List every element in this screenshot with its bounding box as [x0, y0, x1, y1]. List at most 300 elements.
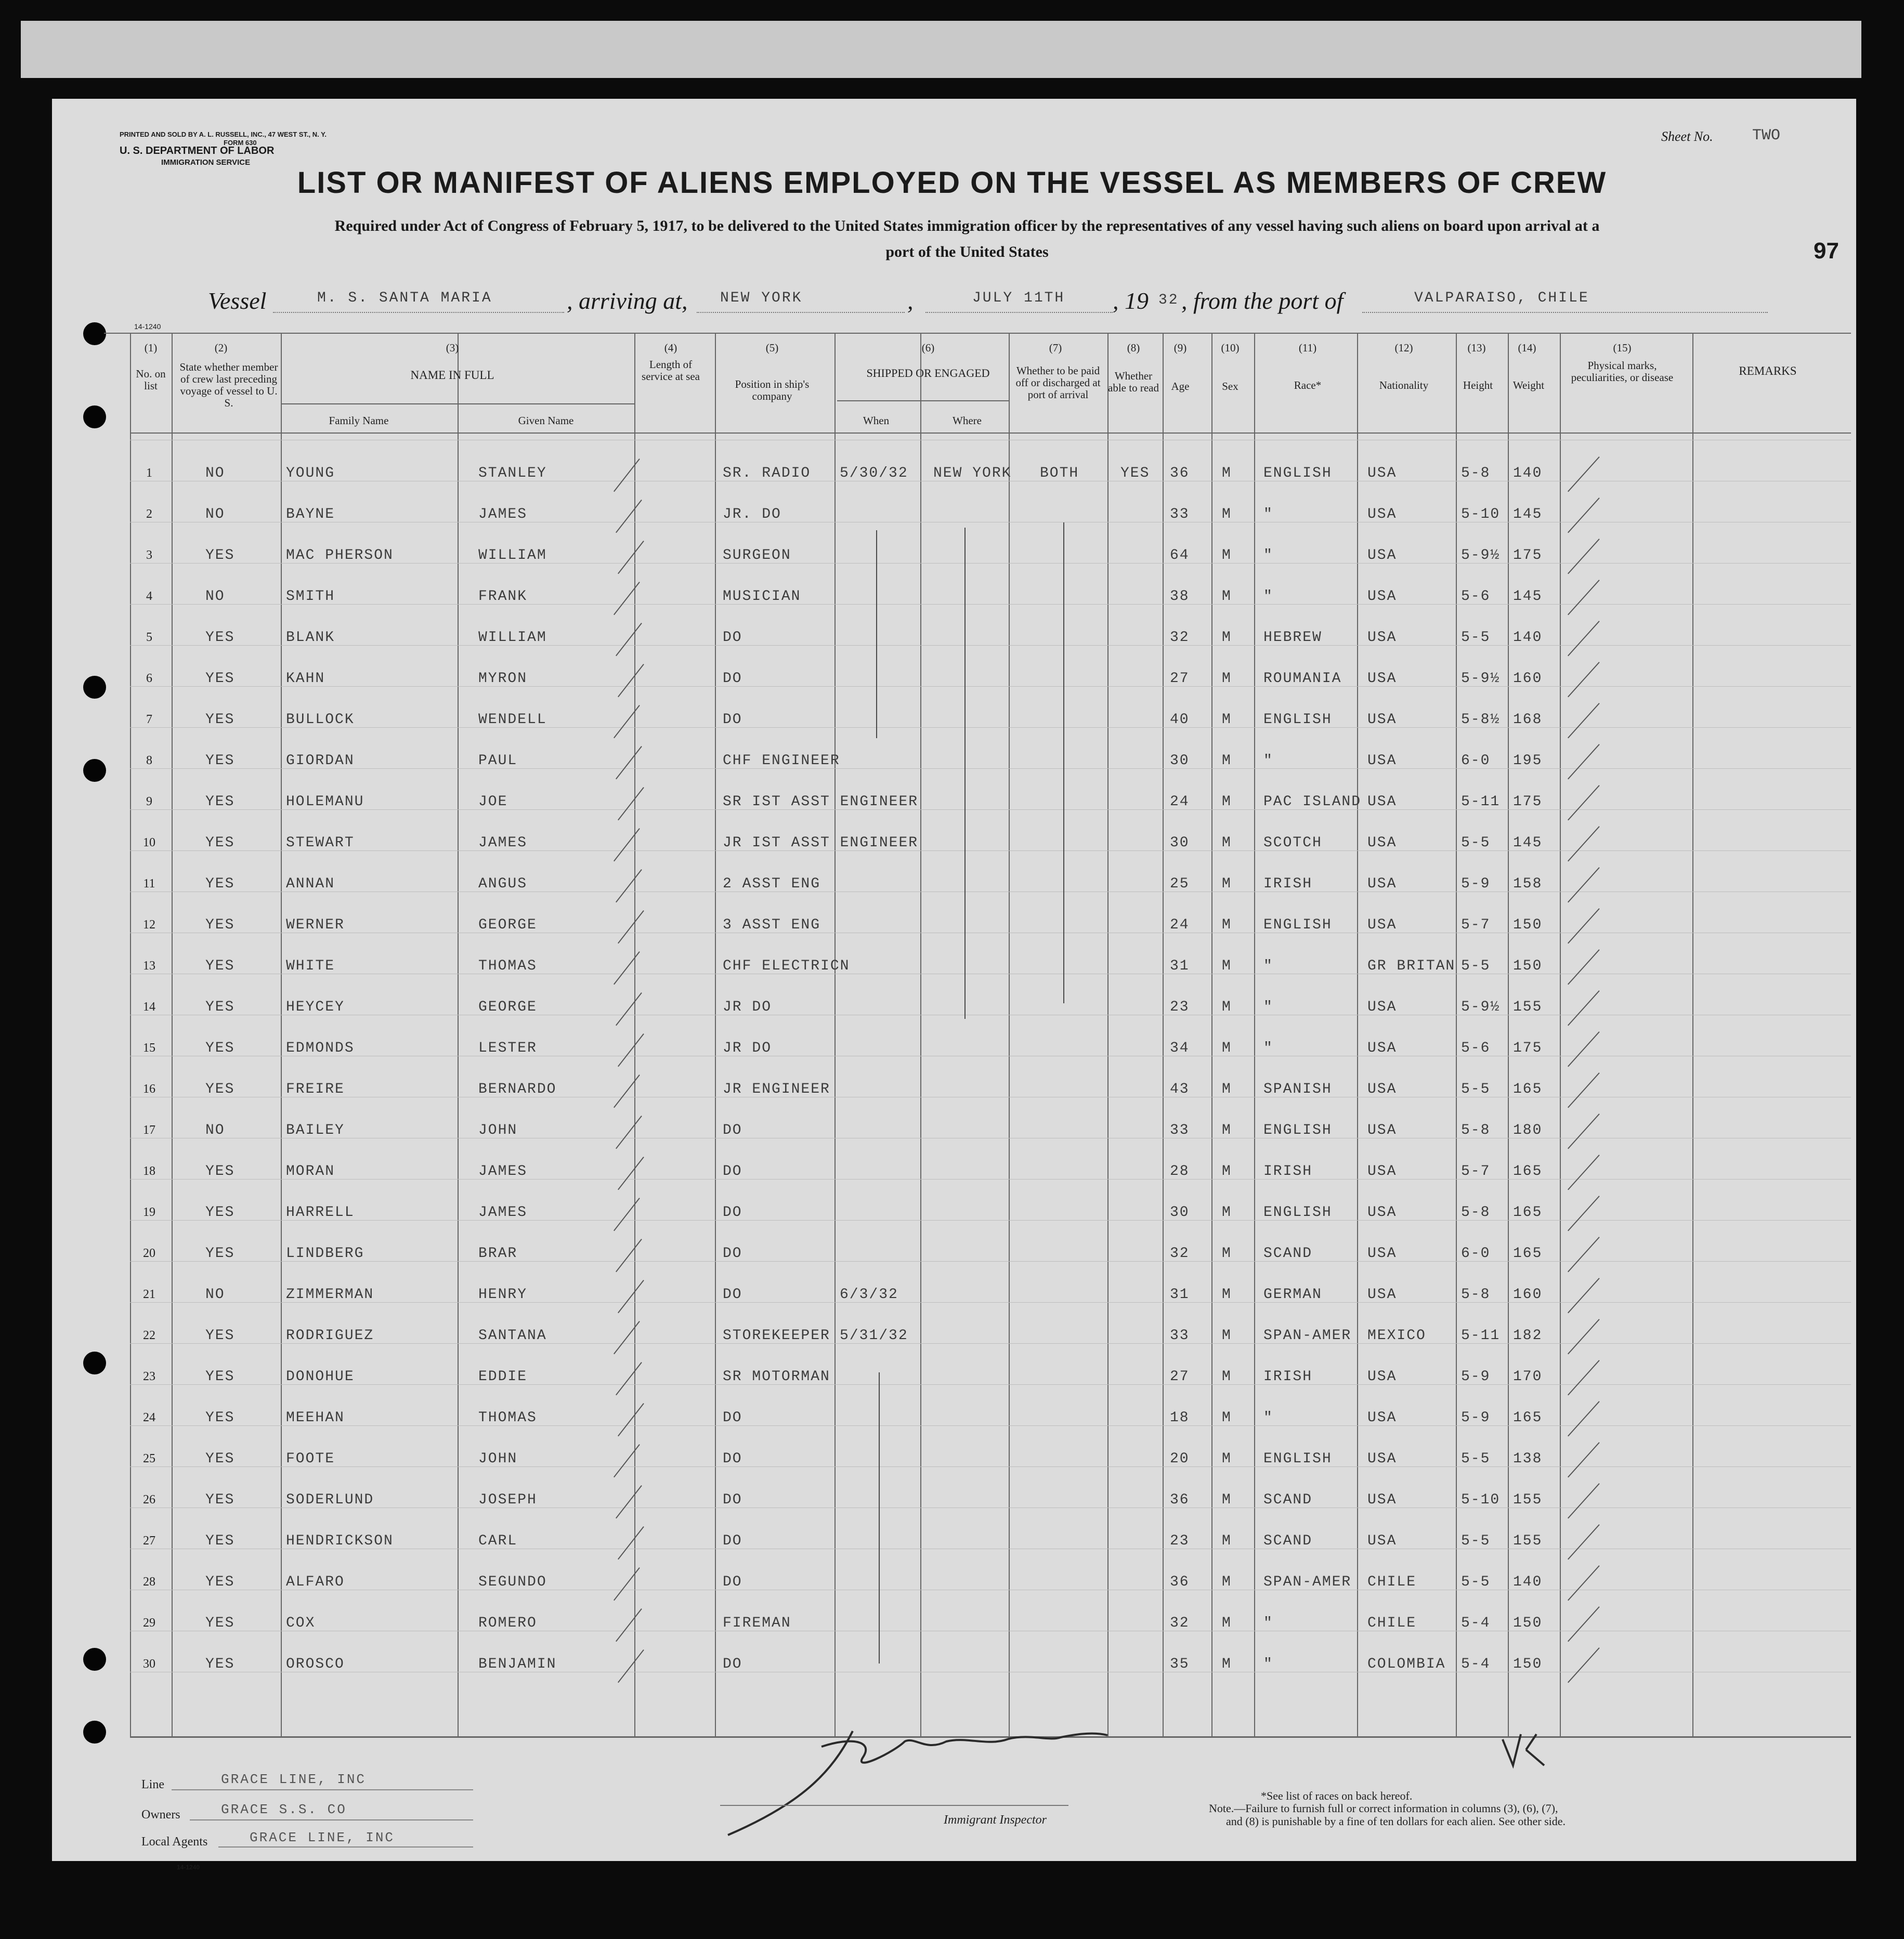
header-col14-num: (14)	[1518, 342, 1536, 354]
previous-voyage-cell: YES	[205, 712, 235, 728]
weight-cell: 150	[1513, 917, 1543, 933]
previous-voyage-cell: YES	[205, 1204, 235, 1221]
age-cell: 23	[1170, 1533, 1190, 1549]
inspector-label: Immigrant Inspector	[944, 1813, 1047, 1827]
race-cell: "	[1263, 958, 1273, 974]
binder-hole	[83, 1648, 106, 1671]
paid-off-cell: BOTH	[1040, 465, 1079, 481]
given-name-cell: JOHN	[478, 1451, 518, 1467]
weight-cell: 150	[1513, 958, 1543, 974]
header-paid-off: Whether to be paid off or discharged at port of arrival	[1015, 364, 1101, 401]
header-bottom-rule	[130, 433, 1851, 434]
form-number: FORM 630	[224, 139, 257, 147]
row-number: 19	[143, 1206, 155, 1219]
header-name-in-full: NAME IN FULL	[410, 369, 494, 382]
age-cell: 28	[1170, 1163, 1190, 1180]
sex-cell: M	[1222, 506, 1232, 522]
previous-voyage-cell: NO	[205, 588, 225, 605]
age-cell: 34	[1170, 1040, 1190, 1056]
nationality-cell: CHILE	[1367, 1615, 1417, 1631]
row-guide	[130, 645, 1851, 646]
family-name-cell: KAHN	[286, 671, 325, 687]
departure-port-underline	[1362, 312, 1768, 313]
weight-cell: 165	[1513, 1204, 1543, 1221]
column-rule	[715, 333, 716, 1736]
vessel-label: Vessel	[208, 287, 267, 314]
given-name-cell: STANLEY	[478, 465, 547, 481]
race-cell: "	[1263, 547, 1273, 564]
race-cell: SPAN-AMER	[1263, 1574, 1352, 1590]
position-cell: SR. RADIO	[723, 465, 811, 481]
row-number: 22	[143, 1329, 155, 1342]
form-code: 14-1240	[134, 322, 161, 331]
sex-cell: M	[1222, 958, 1232, 974]
sex-cell: M	[1222, 465, 1232, 481]
weight-cell: 165	[1513, 1410, 1543, 1426]
arriving-label: , arriving at,	[567, 287, 688, 314]
family-name-cell: STEWART	[286, 835, 355, 851]
column-rule	[172, 333, 173, 1736]
races-note: *See list of races on back hereof.	[1261, 1789, 1413, 1802]
weight-cell: 155	[1513, 1533, 1543, 1549]
family-name-cell: WHITE	[286, 958, 335, 974]
sex-cell: M	[1222, 1533, 1232, 1549]
nationality-cell: USA	[1367, 465, 1397, 481]
given-name-cell: MYRON	[478, 671, 528, 687]
header-where: Where	[953, 414, 982, 427]
position-cell: STOREKEEPER	[723, 1328, 830, 1344]
position-cell: DO	[723, 1163, 742, 1180]
column-rule	[130, 333, 131, 1736]
row-guide	[130, 1302, 1851, 1303]
given-name-cell: BRAR	[478, 1246, 518, 1262]
previous-voyage-cell: YES	[205, 917, 235, 933]
nationality-cell: USA	[1367, 917, 1397, 933]
position-cell: FIREMAN	[723, 1615, 791, 1631]
nationality-cell: USA	[1367, 1122, 1397, 1138]
agents-underline	[218, 1846, 473, 1848]
header-col12-num: (12)	[1394, 342, 1413, 354]
previous-voyage-cell: NO	[205, 506, 225, 522]
height-cell: 5-5	[1461, 1574, 1491, 1590]
nationality-cell: USA	[1367, 1492, 1397, 1508]
weight-cell: 180	[1513, 1122, 1543, 1138]
header-remarks: REMARKS	[1739, 364, 1797, 377]
previous-voyage-cell: YES	[205, 1081, 235, 1097]
weight-cell: 155	[1513, 999, 1543, 1015]
race-cell: ROUMANIA	[1263, 671, 1342, 687]
sex-cell: M	[1222, 1204, 1232, 1221]
year-prefix: , 19	[1113, 287, 1149, 314]
race-cell: HEBREW	[1263, 630, 1322, 646]
given-name-cell: JOHN	[478, 1122, 518, 1138]
row-number: 15	[143, 1041, 155, 1055]
row-number: 23	[143, 1370, 155, 1383]
nationality-cell: USA	[1367, 506, 1397, 522]
position-cell: DO	[723, 1246, 742, 1262]
position-cell: 2 ASST ENG	[723, 876, 821, 892]
previous-voyage-cell: YES	[205, 958, 235, 974]
weight-cell: 140	[1513, 465, 1543, 481]
race-cell: "	[1263, 1410, 1273, 1426]
position-cell: JR DO	[723, 1040, 772, 1056]
family-name-cell: SODERLUND	[286, 1492, 374, 1508]
given-name-cell: BENJAMIN	[478, 1656, 557, 1672]
previous-voyage-cell: YES	[205, 1615, 235, 1631]
family-name-cell: WERNER	[286, 917, 345, 933]
given-name-cell: THOMAS	[478, 1410, 537, 1426]
column-rule	[1009, 333, 1010, 1736]
given-name-cell: FRANK	[478, 588, 528, 605]
age-cell: 20	[1170, 1451, 1190, 1467]
weight-cell: 145	[1513, 835, 1543, 851]
height-cell: 5-4	[1461, 1656, 1491, 1672]
sex-cell: M	[1222, 1287, 1232, 1303]
height-cell: 5-9½	[1461, 547, 1501, 564]
weight-cell: 160	[1513, 671, 1543, 687]
age-cell: 23	[1170, 999, 1190, 1015]
race-cell: SCAND	[1263, 1492, 1313, 1508]
row-number: 29	[143, 1616, 155, 1630]
column-rule	[458, 333, 459, 1736]
given-name-cell: ROMERO	[478, 1615, 537, 1631]
binder-hole	[83, 322, 106, 345]
row-number: 30	[143, 1657, 155, 1671]
family-name-cell: GIORDAN	[286, 753, 355, 769]
service-name: IMMIGRATION SERVICE	[161, 158, 251, 167]
weight-cell: 175	[1513, 1040, 1543, 1056]
binder-hole	[83, 405, 106, 428]
row-guide	[130, 1466, 1851, 1467]
height-cell: 6-0	[1461, 1246, 1491, 1262]
position-cell: JR DO	[723, 999, 772, 1015]
previous-voyage-cell: YES	[205, 1369, 235, 1385]
column-rule	[1560, 333, 1561, 1736]
family-name-cell: SMITH	[286, 588, 335, 605]
position-cell: JR ENGINEER	[723, 1081, 830, 1097]
race-cell: ENGLISH	[1263, 1122, 1332, 1138]
column-rule	[1211, 333, 1212, 1736]
race-cell: "	[1263, 506, 1273, 522]
sex-cell: M	[1222, 547, 1232, 564]
nationality-cell: USA	[1367, 1246, 1397, 1262]
previous-voyage-cell: YES	[205, 547, 235, 564]
header-sex: Sex	[1222, 380, 1238, 392]
weight-cell: 158	[1513, 876, 1543, 892]
previous-voyage-cell: YES	[205, 1040, 235, 1056]
previous-voyage-cell: YES	[205, 630, 235, 646]
comma-separator: ,	[907, 287, 914, 314]
sex-cell: M	[1222, 1369, 1232, 1385]
height-cell: 5-5	[1461, 1533, 1491, 1549]
height-cell: 5-5	[1461, 630, 1491, 646]
nationality-cell: USA	[1367, 1163, 1397, 1180]
age-cell: 33	[1170, 506, 1190, 522]
position-cell: 3 ASST ENG	[723, 917, 821, 933]
weight-cell: 145	[1513, 506, 1543, 522]
position-cell: DO	[723, 671, 742, 687]
header-age: Age	[1171, 380, 1190, 392]
nationality-cell: USA	[1367, 630, 1397, 646]
age-cell: 31	[1170, 958, 1190, 974]
column-rule	[1357, 333, 1358, 1736]
sex-cell: M	[1222, 1410, 1232, 1426]
race-cell: ENGLISH	[1263, 1204, 1332, 1221]
age-cell: 32	[1170, 630, 1190, 646]
given-name-cell: JAMES	[478, 835, 528, 851]
row-guide	[130, 850, 1851, 851]
race-cell: "	[1263, 1656, 1273, 1672]
inspector-initials	[1497, 1729, 1560, 1771]
row-number: 2	[146, 507, 152, 521]
department-name: U. S. DEPARTMENT OF LABOR	[120, 145, 275, 156]
race-cell: SCOTCH	[1263, 835, 1322, 851]
age-cell: 32	[1170, 1615, 1190, 1631]
previous-voyage-cell: YES	[205, 1246, 235, 1262]
family-name-cell: BAILEY	[286, 1122, 345, 1138]
penalty-note-1: Note.—Failure to furnish full or correct information in columns (3), (6), (7),	[1209, 1802, 1558, 1815]
row-number: 24	[143, 1411, 155, 1424]
family-name-cell: HENDRICKSON	[286, 1533, 394, 1549]
nationality-cell: USA	[1367, 1287, 1397, 1303]
sex-cell: M	[1222, 1246, 1232, 1262]
row-number: 14	[143, 1000, 155, 1014]
age-cell: 36	[1170, 1574, 1190, 1590]
agents-value: GRACE LINE, INC	[250, 1830, 395, 1845]
sex-cell: M	[1222, 1492, 1232, 1508]
nationality-cell: USA	[1367, 835, 1397, 851]
shipped-when-cell: 5/30/32	[840, 465, 908, 481]
header-height: Height	[1463, 379, 1493, 391]
age-cell: 38	[1170, 588, 1190, 605]
given-name-cell: CARL	[478, 1533, 518, 1549]
weight-cell: 165	[1513, 1081, 1543, 1097]
nationality-cell: USA	[1367, 1081, 1397, 1097]
position-cell: DO	[723, 1451, 742, 1467]
nationality-cell: USA	[1367, 1410, 1397, 1426]
family-name-cell: DONOHUE	[286, 1369, 355, 1385]
position-cell: DO	[723, 1204, 742, 1221]
position-cell: DO	[723, 1492, 742, 1508]
owners-value: GRACE S.S. CO	[221, 1802, 347, 1817]
family-name-cell: LINDBERG	[286, 1246, 364, 1262]
row-number: 11	[143, 877, 155, 890]
header-race: Race*	[1294, 379, 1322, 391]
height-cell: 5-5	[1461, 958, 1491, 974]
row-number: 9	[146, 795, 152, 808]
header-col5-num: (5)	[765, 342, 779, 354]
footer-form-code: 14-1240	[177, 1864, 200, 1871]
race-cell: IRISH	[1263, 876, 1313, 892]
arrival-port: NEW YORK	[720, 290, 803, 306]
height-cell: 5-11	[1461, 1328, 1501, 1344]
race-cell: "	[1263, 999, 1273, 1015]
given-name-cell: GEORGE	[478, 999, 537, 1015]
nationality-cell: USA	[1367, 1451, 1397, 1467]
position-cell: SR MOTORMAN	[723, 1369, 830, 1385]
age-cell: 24	[1170, 917, 1190, 933]
sex-cell: M	[1222, 671, 1232, 687]
sex-cell: M	[1222, 835, 1232, 851]
column-rule	[1107, 333, 1109, 1736]
nationality-cell: MEXICO	[1367, 1328, 1426, 1344]
row-number: 4	[146, 589, 152, 603]
height-cell: 5-5	[1461, 1451, 1491, 1467]
header-family-name: Family Name	[329, 414, 389, 427]
weight-cell: 150	[1513, 1656, 1543, 1672]
arrival-port-underline	[697, 312, 905, 313]
sex-cell: M	[1222, 753, 1232, 769]
row-guide	[130, 1261, 1851, 1262]
row-number: 18	[143, 1164, 155, 1178]
header-length-of-service: Length of service at sea	[642, 358, 700, 383]
race-cell: ENGLISH	[1263, 465, 1332, 481]
given-name-cell: SEGUNDO	[478, 1574, 547, 1590]
family-name-cell: HEYCEY	[286, 999, 345, 1015]
given-name-cell: WILLIAM	[478, 547, 547, 564]
ditto-line	[964, 528, 966, 1019]
age-cell: 18	[1170, 1410, 1190, 1426]
previous-voyage-cell: YES	[205, 1533, 235, 1549]
sex-cell: M	[1222, 1081, 1232, 1097]
weight-cell: 165	[1513, 1246, 1543, 1262]
age-cell: 25	[1170, 876, 1190, 892]
nationality-cell: USA	[1367, 588, 1397, 605]
position-cell: DO	[723, 1287, 742, 1303]
sex-cell: M	[1222, 794, 1232, 810]
given-name-cell: BERNARDO	[478, 1081, 557, 1097]
family-name-cell: ZIMMERMAN	[286, 1287, 374, 1303]
able-to-read-cell: YES	[1120, 465, 1150, 481]
family-name-cell: HARRELL	[286, 1204, 355, 1221]
family-name-cell: FREIRE	[286, 1081, 345, 1097]
height-cell: 5-8½	[1461, 712, 1501, 728]
height-cell: 5-10	[1461, 1492, 1501, 1508]
height-cell: 5-6	[1461, 1040, 1491, 1056]
weight-cell: 175	[1513, 547, 1543, 564]
nationality-cell: USA	[1367, 1040, 1397, 1056]
nationality-cell: USA	[1367, 1533, 1397, 1549]
nationality-cell: USA	[1367, 876, 1397, 892]
race-cell: GERMAN	[1263, 1287, 1322, 1303]
weight-cell: 140	[1513, 630, 1543, 646]
row-number: 28	[143, 1575, 155, 1589]
shipped-where-cell: NEW YORK	[933, 465, 1012, 481]
race-cell: ENGLISH	[1263, 712, 1332, 728]
row-guide	[130, 809, 1851, 810]
from-port-label: , from the port of	[1181, 287, 1344, 314]
row-guide	[130, 1425, 1851, 1426]
nationality-cell: USA	[1367, 712, 1397, 728]
race-cell: "	[1263, 1040, 1273, 1056]
nationality-cell: USA	[1367, 999, 1397, 1015]
family-name-cell: MEEHAN	[286, 1410, 345, 1426]
given-name-cell: WILLIAM	[478, 630, 547, 646]
previous-voyage-cell: YES	[205, 1656, 235, 1672]
row-number: 6	[146, 672, 152, 685]
age-cell: 64	[1170, 547, 1190, 564]
nationality-cell: USA	[1367, 1204, 1397, 1221]
arrival-date: JULY 11TH	[972, 290, 1065, 306]
column-rule	[920, 333, 921, 1736]
age-cell: 32	[1170, 1246, 1190, 1262]
header-col1-num: (1)	[144, 342, 158, 354]
race-cell: "	[1263, 753, 1273, 769]
age-cell: 33	[1170, 1122, 1190, 1138]
header-shipped-or-engaged: SHIPPED OR ENGAGED	[866, 366, 990, 379]
row-number: 17	[143, 1123, 155, 1137]
age-cell: 27	[1170, 671, 1190, 687]
age-cell: 30	[1170, 753, 1190, 769]
header-given-name: Given Name	[518, 414, 574, 427]
header-col7-num: (7)	[1049, 342, 1062, 354]
vessel-name: M. S. SANTA MARIA	[317, 290, 492, 306]
year-suffix: 32	[1158, 292, 1179, 308]
age-cell: 33	[1170, 1328, 1190, 1344]
height-cell: 5-9	[1461, 876, 1491, 892]
row-guide	[130, 1343, 1851, 1344]
row-number: 27	[143, 1534, 155, 1548]
weight-cell: 160	[1513, 1287, 1543, 1303]
age-cell: 30	[1170, 835, 1190, 851]
row-number: 3	[146, 548, 152, 562]
previous-voyage-cell: YES	[205, 999, 235, 1015]
sex-cell: M	[1222, 588, 1232, 605]
previous-voyage-cell: YES	[205, 1163, 235, 1180]
weight-cell: 182	[1513, 1328, 1543, 1344]
row-number: 20	[143, 1247, 155, 1260]
position-cell: DO	[723, 1656, 742, 1672]
header-position: Position in ship's company	[735, 378, 810, 402]
owners-underline	[190, 1819, 473, 1820]
header-able-to-read: Whether able to read	[1108, 370, 1159, 394]
row-guide	[130, 686, 1851, 687]
row-number: 12	[143, 918, 155, 932]
age-cell: 40	[1170, 712, 1190, 728]
race-cell: PAC ISLAND	[1263, 794, 1362, 810]
weight-cell: 175	[1513, 794, 1543, 810]
given-name-cell: GEORGE	[478, 917, 537, 933]
previous-voyage-cell: YES	[205, 1328, 235, 1344]
position-cell: DO	[723, 1533, 742, 1549]
binder-hole	[83, 1721, 106, 1744]
weight-cell: 145	[1513, 588, 1543, 605]
family-name-cell: HOLEMANU	[286, 794, 364, 810]
sex-cell: M	[1222, 1163, 1232, 1180]
given-name-cell: HENRY	[478, 1287, 528, 1303]
nationality-cell: USA	[1367, 753, 1397, 769]
given-name-cell: WENDELL	[478, 712, 547, 728]
height-cell: 5-9½	[1461, 999, 1501, 1015]
position-cell: CHF ELECTRICN	[723, 958, 850, 974]
family-name-cell: BAYNE	[286, 506, 335, 522]
arrival-date-underline	[925, 312, 1113, 313]
header-physical-marks: Physical marks, peculiarities, or disease	[1571, 359, 1674, 384]
height-cell: 5-7	[1461, 917, 1491, 933]
shipped-when-cell: 5/31/32	[840, 1328, 908, 1344]
header-no-on-list: No. on list	[136, 368, 166, 392]
race-cell: SCAND	[1263, 1533, 1313, 1549]
weight-cell: 170	[1513, 1369, 1543, 1385]
height-cell: 6-0	[1461, 753, 1491, 769]
previous-voyage-cell: YES	[205, 876, 235, 892]
age-cell: 36	[1170, 465, 1190, 481]
family-name-cell: BLANK	[286, 630, 335, 646]
nationality-cell: USA	[1367, 1369, 1397, 1385]
line-value: GRACE LINE, INC	[221, 1772, 367, 1787]
family-name-cell: ANNAN	[286, 876, 335, 892]
sex-cell: M	[1222, 630, 1232, 646]
